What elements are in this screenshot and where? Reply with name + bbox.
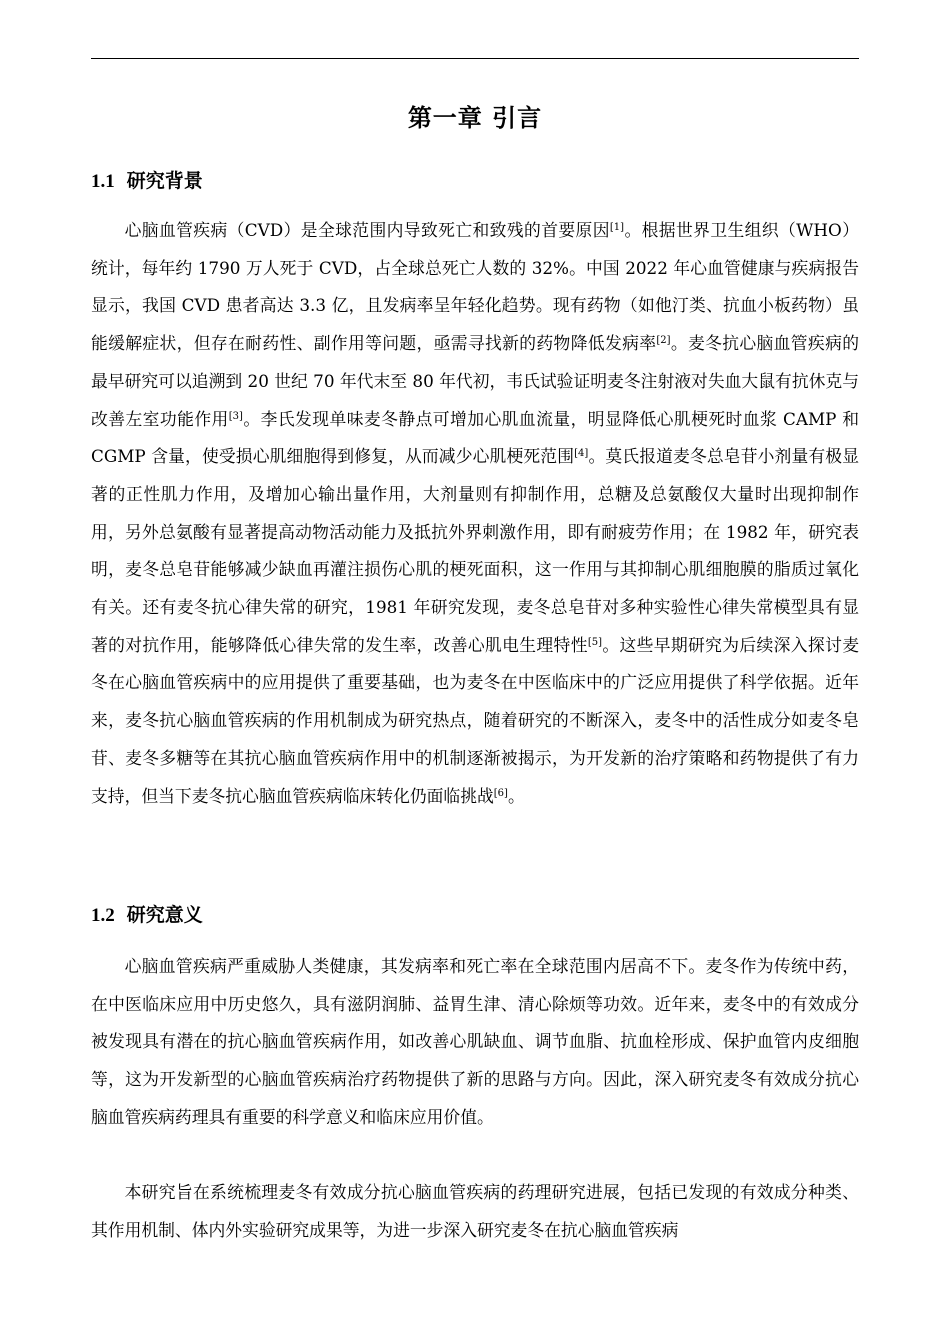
citation-ref[interactable]: [4] xyxy=(574,448,589,460)
text-segment: 。这些早期研究为后续深入探讨麦冬在心脑血管疾病中的应用提供了重要基础，也为麦冬在中医临床中的广泛应用提供了科学依据。近年来，麦冬抗心脑血管疾病的作用机制成为研究热点，随着研究的不断深入，麦冬中的活性成分如麦冬皂苷、麦冬多糖等在其抗心脑血管疾病作用中的机制逐渐被揭示，为开发新的治疗策略和药物提供了有力支持，但当下麦冬抗心脑血管疾病临床转化仍面临挑战 xyxy=(91,634,859,806)
chapter-title: 第一章 引言 xyxy=(407,104,543,132)
citation-ref[interactable]: [2] xyxy=(656,335,671,347)
citation-ref[interactable]: [1] xyxy=(609,222,625,233)
section-title: 研究意义 xyxy=(126,904,203,926)
citation-ref[interactable]: [5] xyxy=(587,636,602,648)
section-number: 1.1 xyxy=(91,171,115,192)
citation-ref[interactable]: [3] xyxy=(228,410,243,422)
text-segment: 。 xyxy=(507,785,525,806)
citation-ref[interactable]: [6] xyxy=(493,787,508,799)
section-title: 研究背景 xyxy=(126,170,203,192)
header-rule xyxy=(91,58,859,59)
text-segment: 。莫氏报道麦冬总皂苷小剂量有极显著的正性肌力作用，及增加心输出量作用，大剂量则有抑制作用，总糖及总氨酸仅大量时出现抑制作用，另外总氨酸有显著提高动物活动能力及抵抗外界刺激作用，即有耐疲劳作用；在 1982 年，研究表明，麦冬总皂苷能够减少缺血再灌注损伤心肌的梗死面积，这一作用与其抑制心肌细胞膜的脂质过氧化有关。还有麦冬抗心律失常的研究，1981 年研究发现，麦冬总皂苷对多种实验性心律失常模型具有显著的对抗作用，能够降低心律失常的发生率，改善心肌电生理特性 xyxy=(91,446,859,655)
text-segment: 心脑血管疾病（CVD）是全球范围内导致死亡和致残的首要原因 xyxy=(124,220,610,240)
section-number: 1.2 xyxy=(91,905,115,926)
text-segment: 。李氏发现单味麦冬静点可增加心肌血流量，明显降低心肌梗死时血浆 CAMP 和 CGMP 含量，使受损心肌细胞得到修复，从而减少心肌梗死范围 xyxy=(91,408,859,467)
paragraph-background xyxy=(91,212,859,815)
paragraph-significance: 心脑血管疾病严重威胁人类健康，其发病率和死亡率在全球范围内居高不下。麦冬作为传统中药，在中医临床应用中历史悠久，具有滋阴润肺、益胃生津、清心除烦等功效。近年来，麦冬中的有效成分被发现具有潜在的抗心脑血管疾病作用，如改善心肌缺血、调节血脂、抗血栓形成、保护血管内皮细胞等，这为开发新型的心脑血管疾病治疗药物提供了新的思路与方向。因此，深入研究麦冬有效成分抗心脑血管疾病药理具有重要的科学意义和临床应用价值。 xyxy=(91,956,859,1127)
text-segment: 。麦冬抗心脑血管疾病的最早研究可以追溯到 20 世纪 70 年代末至 80 年代初，韦氏试验证明麦冬注射液对失血大鼠有抗休克与改善左室功能作用 xyxy=(91,333,859,429)
paragraph-purpose: 本研究旨在系统梳理麦冬有效成分抗心脑血管疾病的药理研究进展，包括已发现的有效成分种类、其作用机制、体内外实验研究成果等，为进一步深入研究麦冬在抗心脑血管疾病 xyxy=(91,1182,859,1240)
text-segment: 。根据世界卫生组织（WHO）统计，每年约 1790 万人死于 CVD，占全球总死亡人数的 32%。中国 2022 年心血管健康与疾病报告显示，我国 CVD 患者高达 3.3 亿，且发病率呈年轻化趋势。现有药物（如他汀类、抗血小板药物）虽能缓解症状，但存在耐药性、副作用等问题，亟需寻找新的药物降低发病率 xyxy=(91,220,859,354)
section-heading-1-2 xyxy=(91,900,203,931)
section-heading-1-1 xyxy=(91,166,203,197)
